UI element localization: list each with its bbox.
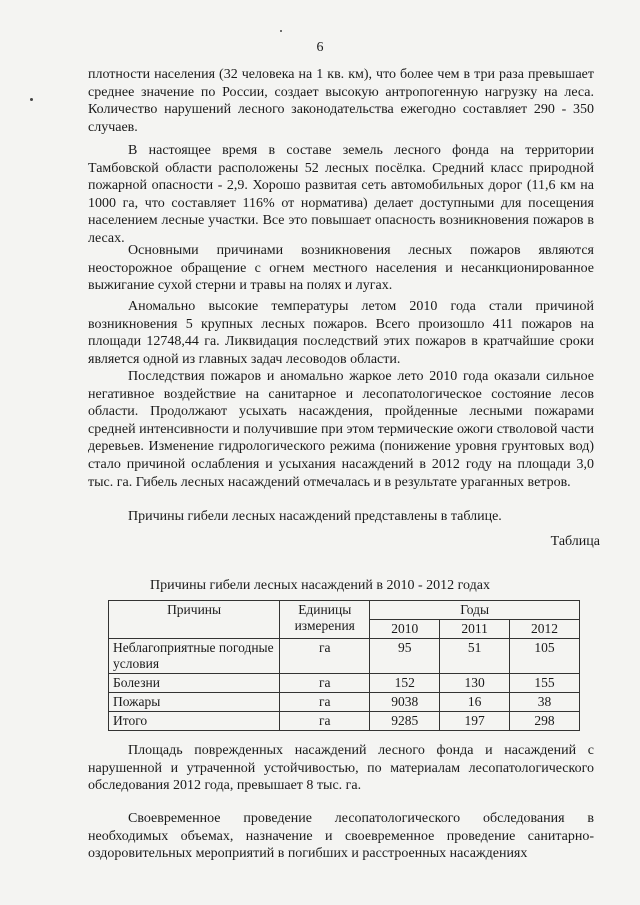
row-unit: га xyxy=(280,639,370,674)
table-row xyxy=(109,712,580,731)
row-value: 16 xyxy=(440,693,510,712)
table-row xyxy=(109,693,580,712)
table-title: Причины гибели лесных насаждений в 2010 - 2012 годах xyxy=(150,578,490,593)
row-value: 95 xyxy=(370,639,440,674)
scan-artifact xyxy=(30,98,33,101)
row-value: 152 xyxy=(370,674,440,693)
page-number: 6 xyxy=(316,40,324,55)
paragraph-2010-fires: Аномально высокие температуры летом 2010 года стали причиной возникновения 5 крупных лесных пожаров. Всего произошло 411 пожаров на площади 12748,44 га. Ликвидация последствий этих пожаров в кратчайшие сроки является одной из главных задач лесоводов области. xyxy=(88,299,594,367)
paragraph-fire-consequences: Последствия пожаров и аномально жаркое лето 2010 года оказали сильное негативное воздействие на санитарное и лесопатологическое состояние лесов области. Продолжают усыхать насаждения, пройденные лесными пожарами средней интенсивности и получившие при этом термические ожоги стволовой части деревьев. Изменение гидрологического режима (понижение уровня грунтовых вод) стало причиной ослабления и усыхания насаждений в 2012 году на площади 3,0 тыс. га. Гибель лесных насаждений отмечалась и в результате ураганных ветров. xyxy=(88,369,594,490)
paragraph-damaged-area: Площадь поврежденных насаждений лесного фонда и насаждений с нарушенной и утраченной устойчивостью, по материалам лесопатологического обследования 2012 года, превышает 8 тыс. га. xyxy=(88,743,594,794)
row-value: 105 xyxy=(510,639,580,674)
row-value: 197 xyxy=(440,712,510,731)
forest-loss-table xyxy=(108,600,580,731)
row-value: 298 xyxy=(510,712,580,731)
paragraph-forest-settlements: В настоящее время в составе земель лесного фонда на территории Тамбовской области расположены 52 лесных посёлка. Средний класс природной пожарной опасности - 2,9. Хорошо развитая сеть автомобильных дорог (11,6 км на 1000 га, что составляет 116% от норматива) делает доступными для посещения населением лесные участки. Все это повышает опасность возникновения пожаров в лесах. xyxy=(88,143,594,246)
paragraph-fire-causes: Основными причинами возникновения лесных пожаров являются неосторожное обращение с огнем местного населения и несанкционированное выжигание сухой стерни и травы на полях и лугах. xyxy=(88,243,594,294)
row-reason: Итого xyxy=(109,712,280,731)
row-value: 9285 xyxy=(370,712,440,731)
row-unit: га xyxy=(280,712,370,731)
row-reason: Пожары xyxy=(109,693,280,712)
row-value: 38 xyxy=(510,693,580,712)
table-header-row xyxy=(109,601,580,620)
table-row xyxy=(109,639,580,674)
table-label: Таблица xyxy=(550,534,600,549)
row-value: 130 xyxy=(440,674,510,693)
scan-artifact xyxy=(280,30,282,32)
row-value: 51 xyxy=(440,639,510,674)
header-year: 2012 xyxy=(510,620,580,639)
paragraph-timely-survey: Своевременное проведение лесопатологического обследования в необходимых объемах, назначение и своевременное проведение санитарно-оздоровительных мероприятий в погибших и расстроенных насаждениях xyxy=(88,811,594,862)
header-reason: Причины xyxy=(109,601,280,639)
row-reason: Болезни xyxy=(109,674,280,693)
row-unit: га xyxy=(280,693,370,712)
row-value: 9038 xyxy=(370,693,440,712)
row-value: 155 xyxy=(510,674,580,693)
paragraph-table-intro: Причины гибели лесных насаждений представлены в таблице. xyxy=(128,509,502,524)
row-reason: Неблагоприятные погодные условия xyxy=(109,639,280,674)
header-unit: Единицы измерения xyxy=(280,601,370,639)
paragraph-population-density: плотности населения (32 человека на 1 кв. км), что более чем в три раза превышает среднее значение по России, создает высокую антропогенную нагрузку на леса. Количество нарушений лесного законодательства ежегодно составляет 290 - 350 случаев. xyxy=(88,67,594,135)
header-years: Годы xyxy=(370,601,580,620)
header-year: 2011 xyxy=(440,620,510,639)
header-year: 2010 xyxy=(370,620,440,639)
table-row xyxy=(109,674,580,693)
row-unit: га xyxy=(280,674,370,693)
